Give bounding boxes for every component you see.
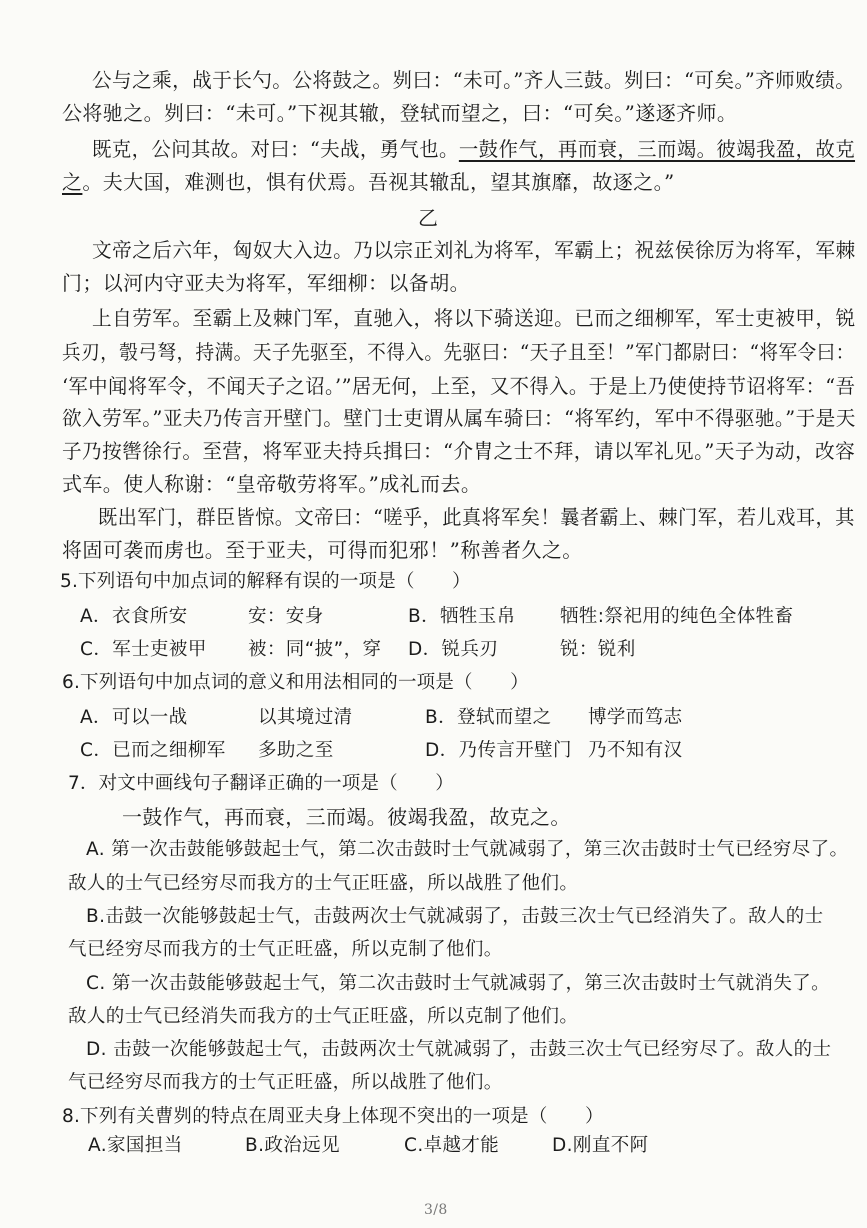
q6-option-b: B．登轼而望之 (425, 707, 552, 728)
q7-option-a-line2: 敌人的士气已经穷尽而我方的士气正旺盛，所以战胜了他们。 (68, 873, 579, 894)
passage-line: 上自劳军。至霸上及棘门军，直驰入，将以下骑送迎。已而之细柳军，军士吏被甲，锐 (92, 306, 856, 330)
page-number: 3/8 (424, 1202, 448, 1218)
q7-option-b-line1: B.击鼓一次能够鼓起士气，击鼓两次士气就减弱了，击鼓三次士气已经消失了。敌人的士 (86, 906, 824, 927)
q8-option-d: D.刚直不阿 (552, 1135, 649, 1156)
q6-option-c: C．已而之细柳军 (80, 740, 226, 761)
q5-option-d-note: 锐：锐利 (560, 639, 636, 660)
passage-line: 公将驰之。刿曰：“未可。”下视其辙，登轼而望之，曰：“可矣。”遂逐齐师。 (62, 101, 738, 125)
passage-line: 公与之乘，战于长勺。公将鼓之。刿曰：“未可。”齐人三鼓。刿曰：“可矣。”齐师败绩。 (92, 68, 856, 92)
passage-line: 子乃按辔徐行。至营，将军亚夫持兵揖曰：“介胄之士不拜，请以军礼见。”天子为动，改容 (62, 439, 856, 463)
q8-option-b: B.政治远见 (245, 1135, 340, 1156)
passage-text: 。夫大国，难测也，惧有伏焉。吾视其辙乱，望其旗靡，故逐之。” (82, 170, 675, 194)
q5-option-a-note: 安：安身 (248, 606, 324, 627)
q7-option-b-line2: 气已经穷尽而我方的士气正旺盛，所以克制了他们。 (68, 939, 503, 960)
section-heading-yi: 乙 (418, 206, 439, 230)
passage-line: ‘军中闻将军令，不闻天子之诏。’”居无何，上至，又不得入。于是上乃使使持节诏将军：“吾 (62, 374, 856, 398)
q6-option-c-note: 多助之至 (258, 740, 334, 761)
question-5-stem: 5.下列语句中加点词的解释有误的一项是（ ） (60, 571, 471, 592)
q6-option-a-note: 以其境过清 (258, 707, 353, 728)
q5-option-b-note: 牺牲:祭祀用的纯色全体牲畜 (560, 606, 794, 627)
q7-option-d-line2: 气已经穷尽而我方的士气正旺盛，所以战胜了他们。 (68, 1072, 503, 1093)
passage-line: 兵刃，彀弓弩，持满。天子先驱至，不得入。先驱曰：“天子且至！”军门都尉曰：“将军令曰： (62, 340, 855, 364)
question-6-stem: 6.下列语句中加点词的意义和用法相同的一项是（ ） (62, 672, 529, 693)
passage-line: 欲入劳军。”亚夫乃传言开壁门。壁门士吏谓从属车骑曰：“将军约，军中不得驱驰。”于是天 (62, 406, 856, 430)
passage-line: 式车。使人称谢：“皇帝敬劳将军。”成礼而去。 (62, 472, 482, 496)
question-7-stem: 7．对文中画线句子翻译正确的一项是（ ） (68, 773, 454, 794)
passage-line (92, 137, 855, 161)
question-8-stem: 8.下列有关曹刿的特点在周亚夫身上体现不突出的一项是（ ） (62, 1106, 604, 1127)
q7-option-a-line1: A. 第一次击鼓能够鼓起士气，第二次击鼓时士气就减弱了，第三次击鼓时士气已经穷尽了。 (86, 839, 849, 860)
q7-quote: 一鼓作气，再而衰，三而竭。彼竭我盈，故克之。 (122, 805, 571, 829)
q5-option-c-note: 被：同“披”，穿 (248, 639, 382, 660)
underlined-sentence: 一鼓作气，再而衰，三而竭。彼竭我盈，故克 (458, 137, 856, 161)
q6-option-a: A．可以一战 (80, 707, 188, 728)
q6-option-d-note: 乃不知有汉 (588, 740, 683, 761)
passage-line: 文帝之后六年，匈奴大入边。乃以宗正刘礼为将军，军霸上；祝兹侯徐厉为将军，军棘 (92, 238, 856, 262)
q8-option-c: C.卓越才能 (404, 1135, 500, 1156)
passage-line: 门；以河内守亚夫为将军，军细柳：以备胡。 (62, 271, 470, 295)
q5-option-b: B．牺牲玉帛 (408, 606, 516, 627)
q6-option-b-note: 博学而笃志 (588, 707, 683, 728)
passage-line (62, 170, 675, 194)
q5-option-d: D．锐兵刃 (408, 639, 499, 660)
passage-line: 既出军门，群臣皆惊。文帝曰：“嗟乎，此真将军矣！曩者霸上、棘门军，若儿戏耳，其 (98, 505, 855, 529)
passage-line: 将固可袭而虏也。至于亚夫，可得而犯邪！”称善者久之。 (62, 538, 583, 562)
passage-text: 既克，公问其故。对曰：“夫战，勇气也。 (92, 137, 459, 161)
q8-option-a: A.家国担当 (88, 1135, 183, 1156)
q6-option-d: D．乃传言开壁门 (425, 740, 572, 761)
q7-option-c-line2: 敌人的士气已经消失而我方的士气正旺盛，所以克制了他们。 (68, 1006, 579, 1027)
underlined-sentence-end: 之 (62, 170, 83, 194)
q5-option-a: A．衣食所安 (80, 606, 188, 627)
q7-option-c-line1: C. 第一次击鼓能够鼓起士气，第二次击鼓时士气就减弱了，第三次击鼓时士气就消失了。 (86, 973, 831, 994)
q7-option-d-line1: D. 击鼓一次能够鼓起士气，击鼓两次士气就减弱了，击鼓三次士气已经穷尽了。敌人的士 (86, 1039, 832, 1060)
q5-option-c: C．军士吏被甲 (80, 639, 207, 660)
